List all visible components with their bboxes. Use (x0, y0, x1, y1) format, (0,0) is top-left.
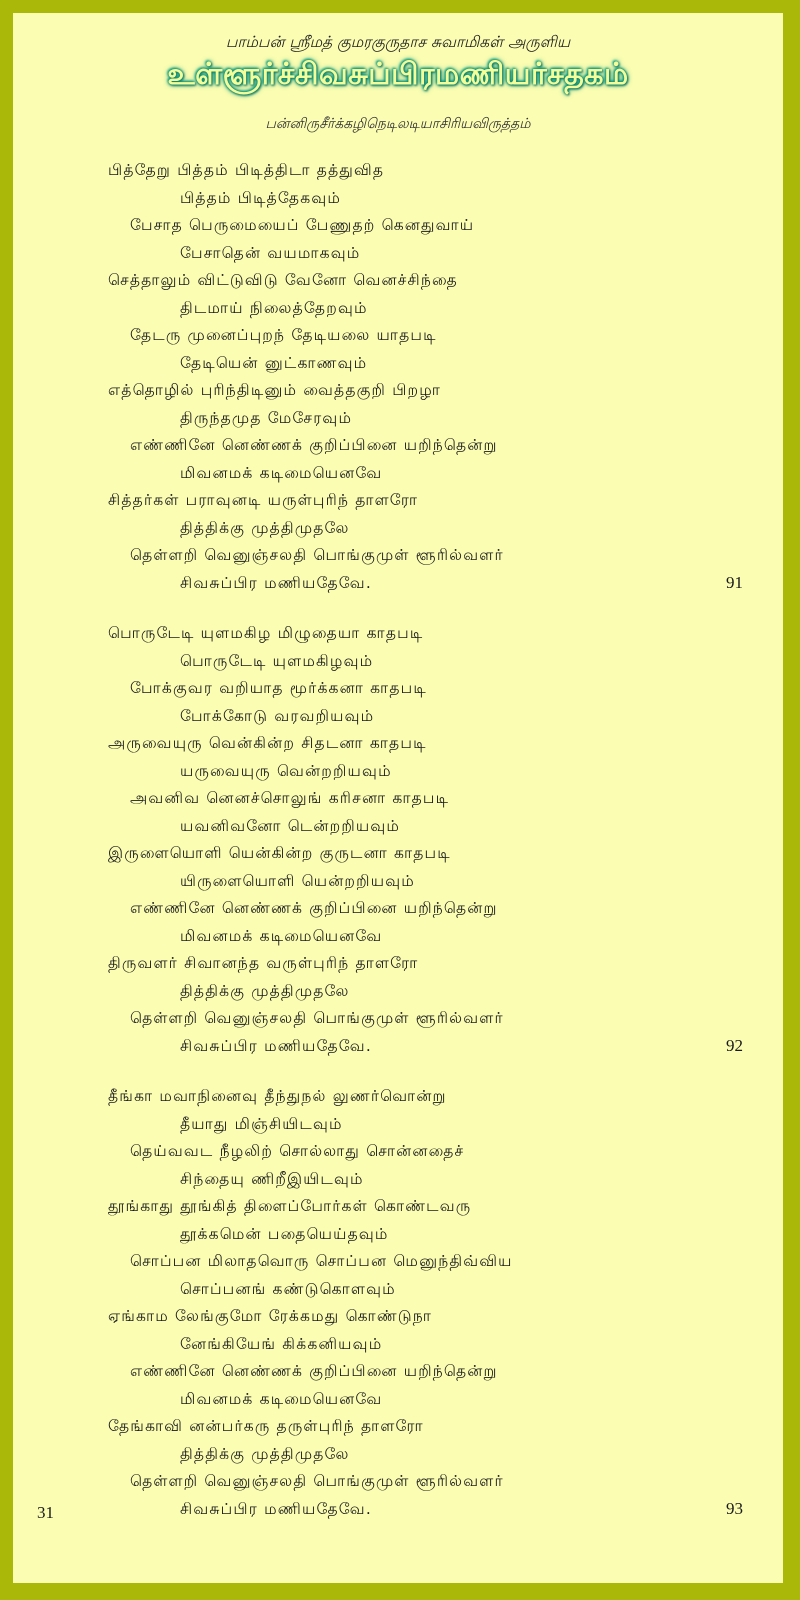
verse-line: சிவசுப்பிர மணியதேவே. (180, 1499, 372, 1518)
verse-line: செத்தாலும் விட்டுவிடு வேனோ வெனச்சிந்தை (108, 271, 458, 289)
verse-line: சொப்பனங் கண்டுகொளவும் (180, 1279, 396, 1298)
verse-line: பொருடேடி யுளமகிழ மிழுதையா காதபடி (108, 624, 424, 642)
verse-line: திருந்தமுத மேசேரவும் (180, 408, 353, 427)
verse-line: தூங்காது தூங்கித் திளைப்போர்கள் கொண்டவரு (108, 1197, 472, 1215)
verse-line: போக்கோடு வரவறியவும் (180, 706, 375, 725)
verse-line: சிவசுப்பிர மணியதேவே. (180, 1036, 372, 1055)
meter-line: பன்னிருசீர்க்கழிநெடிலடியாசிரியவிருத்தம் (265, 116, 531, 132)
verse-line: னேங்கியேங் கிக்கனியவும் (180, 1334, 383, 1353)
verse-line: சிந்தையு ணிறீஇயிடவும் (180, 1169, 364, 1188)
verse-line: திருவளர் சிவானந்த வருள்புரிந் தாளரோ (108, 954, 419, 972)
verse-line: எண்ணினே னெண்ணக் குறிப்பினை யறிந்தென்று (130, 1362, 498, 1380)
verse-number: 92 (726, 1035, 743, 1055)
verse-line: மிவனமக் கடிமையெனவே (180, 1389, 383, 1408)
verse-line: மிவனமக் கடிமையெனவே (180, 463, 383, 482)
author-line: பாம்பன் ஸ்ரீமத் குமரகுருதாச சுவாமிகள் அருளிய (225, 33, 571, 51)
verse-line: திடமாய் நிலைத்தேறவும் (180, 298, 368, 317)
verse-line: தீங்கா மவாநினைவு தீந்துநல் லுணர்வொன்று (108, 1087, 447, 1105)
verse-line: பித்தேறு பித்தம் பிடித்திடா தத்துவித (108, 161, 385, 179)
verse-line: தேடரு முனைப்புறந் தேடியலை யாதபடி (130, 326, 437, 344)
verse-line: சிவசுப்பிர மணியதேவே. (180, 573, 372, 592)
verse-line: பொருடேடி யுளமகிழவும் (180, 651, 374, 670)
verse-line: அருவையுரு வென்கின்ற சிதடனா காதபடி (108, 734, 427, 752)
verse-line: பேசாத பெருமையைப் பேணுதற் கெனதுவாய் (130, 216, 475, 234)
verse-line: சொப்பன மிலாதவொரு சொப்பன மெனுந்திவ்விய (130, 1252, 513, 1270)
verse-line: அவனிவ னெனச்சொலுங் கரிசனா காதபடி (130, 789, 450, 807)
verse-line: தெள்ளறி வெனுஞ்சலதி பொங்குமுள் ளூரில்வளர் (130, 1472, 504, 1490)
verse-line: மிவனமக் கடிமையெனவே (180, 926, 383, 945)
page-title: உள்ளூர்ச்சிவசுப்பிரமணியர்சதகம் (167, 57, 629, 92)
verse-line: தித்திக்கு முத்திமுதலே (180, 981, 350, 1000)
page-number: 31 (37, 1503, 54, 1522)
verse-line: தீயாது மிஞ்சியிடவும் (180, 1114, 343, 1133)
verse-line: எண்ணினே னெண்ணக் குறிப்பினை யறிந்தென்று (130, 436, 498, 454)
verse-line: யவனிவனோ டென்றறியவும் (180, 816, 401, 835)
verse-line: தித்திக்கு முத்திமுதலே (180, 1444, 350, 1463)
verse-line: யிருளையொளி யென்றறியவும் (180, 871, 415, 890)
verse-line: பித்தம் பிடித்தேகவும் (180, 188, 342, 207)
verse-number: 91 (726, 572, 743, 592)
verse-line: தெள்ளறி வெனுஞ்சலதி பொங்குமுள் ளூரில்வளர் (130, 546, 504, 564)
verse-line: இருளையொளி யென்கின்ற குருடனா காதபடி (108, 844, 451, 862)
verse-line: யருவையுரு வென்றறியவும் (180, 761, 392, 780)
page (13, 13, 783, 1583)
verse-line: தேங்காவி னன்பர்கரு தருள்புரிந் தாளரோ (108, 1417, 424, 1435)
verse-line: பேசாதென் வயமாகவும் (180, 243, 361, 262)
verse-line: தெள்ளறி வெனுஞ்சலதி பொங்குமுள் ளூரில்வளர் (130, 1009, 504, 1027)
verse-line: தேடியென் னுட்காணவும் (180, 353, 368, 372)
verse-line: ஏங்காம லேங்குமோ ரேக்கமது கொண்டுநா (108, 1307, 433, 1325)
verse-line: எண்ணினே னெண்ணக் குறிப்பினை யறிந்தென்று (130, 899, 498, 917)
verse-line: தூக்கமென் பதையெய்தவும் (180, 1224, 389, 1243)
verse-line: தித்திக்கு முத்திமுதலே (180, 518, 350, 537)
verse-number: 93 (726, 1498, 743, 1518)
verse-line: சித்தர்கள் பராவுனடி யருள்புரிந் தாளரோ (108, 491, 419, 509)
verse-line: தெய்வவட நீழலிற் சொல்லாது சொன்னதைச் (130, 1142, 465, 1160)
verse-line: போக்குவர வறியாத மூர்க்கனா காதபடி (130, 679, 427, 697)
verse-line: எத்தொழில் புரிந்திடினும் வைத்தகுறி பிறழா (108, 381, 442, 399)
